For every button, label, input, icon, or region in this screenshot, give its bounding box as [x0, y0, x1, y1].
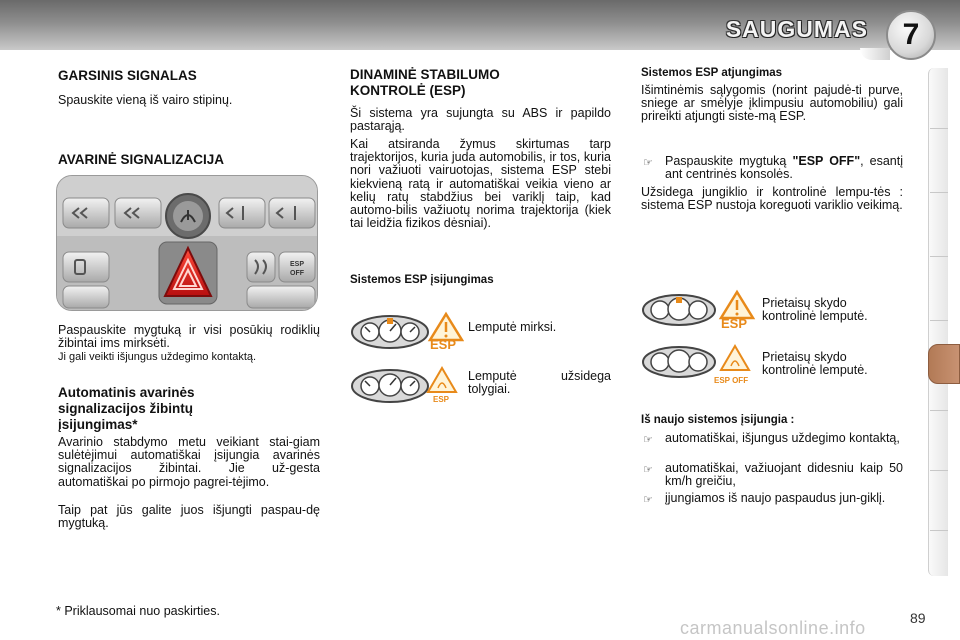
lamp-blink-text: Lemputė mirksi.	[468, 320, 557, 334]
auto-hazard-text: Avarinio stabdymo metu veikiant stai-giam sulėtėjimui automatiškai įsijungia avarinės signalizacijos žibintai. Jie už-gesta automatiškai po pirmojo pagrei-tėjimo.	[58, 435, 320, 489]
restart-item-text: įjungiamos iš naujo paspaudus jun-giklį.	[665, 491, 886, 505]
auto-hazard-off-text: Taip pat jūs galite juos išjungti paspau-dę mygtuką.	[58, 503, 320, 531]
page-number: 89	[910, 610, 926, 626]
chapter-number-badge	[886, 10, 936, 60]
esp-heading-line: KONTROLĖ (ESP)	[350, 83, 466, 98]
chapter-number: 7	[902, 18, 920, 51]
tab-divider	[930, 256, 948, 257]
esp-intro: Ši sistema yra sujungta su ABS ir papildo pastarąją.	[350, 106, 611, 134]
esp-label: ESP	[430, 337, 457, 352]
list-item	[641, 462, 903, 488]
list-item	[641, 432, 903, 446]
lamp-steady-text: Lemputė užsidega tolygiai.	[468, 369, 611, 397]
esp-off-text: Išimtinėmis sąlygomis (norint pajudė-ti purve, sniege ar smėlyje įklimpusiu automobiliu) gali prireikti atjungti siste-mą ESP.	[641, 83, 903, 124]
esp-on-heading: Sistemos ESP įsijungimas	[350, 274, 494, 286]
esp-off-instruction	[665, 155, 903, 181]
esp-panel-indicator	[641, 288, 757, 334]
auto-hazard-heading	[58, 385, 320, 433]
watermark: carmanualsonline.info	[680, 618, 866, 638]
tab-divider	[930, 470, 948, 471]
esp-off-panel-indicator	[641, 340, 761, 388]
tab-divider	[930, 410, 948, 411]
esp-off-bullet	[641, 155, 903, 181]
footnote: * Priklausomai nuo paskirties.	[56, 604, 220, 618]
esp-blink-indicator	[350, 310, 464, 354]
auto-hazard-heading-line: Automatinis avarinės	[58, 385, 195, 400]
auto-hazard-heading-line: įsijungimas*	[58, 417, 138, 432]
esp-off-heading: Sistemos ESP atjungimas	[641, 67, 783, 79]
list-item	[641, 492, 903, 506]
pointing-hand-icon: ☞	[643, 494, 653, 506]
esp-off-instruction-pre: Paspauskite mygtuką	[665, 154, 793, 168]
pointing-hand-icon: ☞	[643, 464, 653, 476]
esp-off-instruction-post: , esantį ant centrinės konsolės.	[665, 154, 903, 182]
esp-off-label: ESP OFF	[714, 376, 749, 385]
restart-item-text: automatiškai, išjungus uždegimo kontaktą,	[665, 431, 900, 445]
panel-lamp-text-1: Prietaisų skydo kontrolinė lemputė.	[762, 296, 868, 324]
chapter-title: SAUGUMAS	[725, 16, 868, 42]
tab-divider	[930, 320, 948, 321]
auto-hazard-heading-line: signalizacijos žibintų	[58, 401, 194, 416]
restart-item-text: automatiškai, važiuojant didesniu kaip 50 km/h greičiu,	[665, 461, 903, 489]
svg-text:OFF: OFF	[290, 270, 304, 277]
esp-label-small: ESP	[433, 395, 450, 404]
pointing-hand-icon: ☞	[643, 434, 653, 446]
restart-heading: Iš naujo sistemos įsijungia :	[641, 414, 795, 426]
hazard-console-illustration	[57, 176, 318, 311]
horn-heading: GARSINIS SIGNALAS	[58, 68, 197, 83]
chapter-tab-active[interactable]	[928, 344, 960, 384]
hazard-text: Paspauskite mygtuką ir visi posūkių rodiklių žibintai ims mirksėti.	[58, 323, 320, 351]
esp-description: Kai atsiranda žymus skirtumas tarp trajektorijos, kuria juda automobilis, ir tos, kuria nori važiuoti vairuotojas, sistema ESP stebi kiekvieną ratą ir automatiškai veikia vieno ar kelių ratų stabdžius bei variklį taip, kad automo-bilis važiuotų norima trajektorija (kiek tai leidžia fizikos dėsniai).	[350, 137, 611, 231]
panel-lamp-text-2: Prietaisų skydo kontrolinė lemputė.	[762, 350, 868, 378]
hazard-note: Ji gali veikti išjungus uždegimo kontaktą.	[58, 351, 257, 363]
esp-label: ESP	[721, 316, 748, 331]
tab-divider	[930, 128, 948, 129]
esp-off-result: Užsidega jungiklio ir kontrolinė lempu-tės : sistema ESP nustoja koreguoti variklio veikimą.	[641, 185, 903, 213]
tab-divider	[930, 530, 948, 531]
horn-text: Spauskite vieną iš vairo stipinų.	[58, 93, 233, 107]
esp-steady-indicator	[350, 364, 464, 408]
esp-heading-line: DINAMINĖ STABILUMO	[350, 67, 500, 82]
tab-divider	[930, 192, 948, 193]
svg-text:ESP: ESP	[289, 261, 305, 268]
pointing-hand-icon: ☞	[643, 157, 653, 169]
esp-off-button-name: "ESP OFF"	[792, 154, 861, 168]
hazard-switch-photo	[56, 175, 318, 311]
header-fold	[860, 48, 890, 60]
hazard-heading: AVARINĖ SIGNALIZACIJA	[58, 152, 225, 167]
chapter-tab-strip	[928, 68, 948, 576]
esp-heading	[350, 67, 610, 99]
